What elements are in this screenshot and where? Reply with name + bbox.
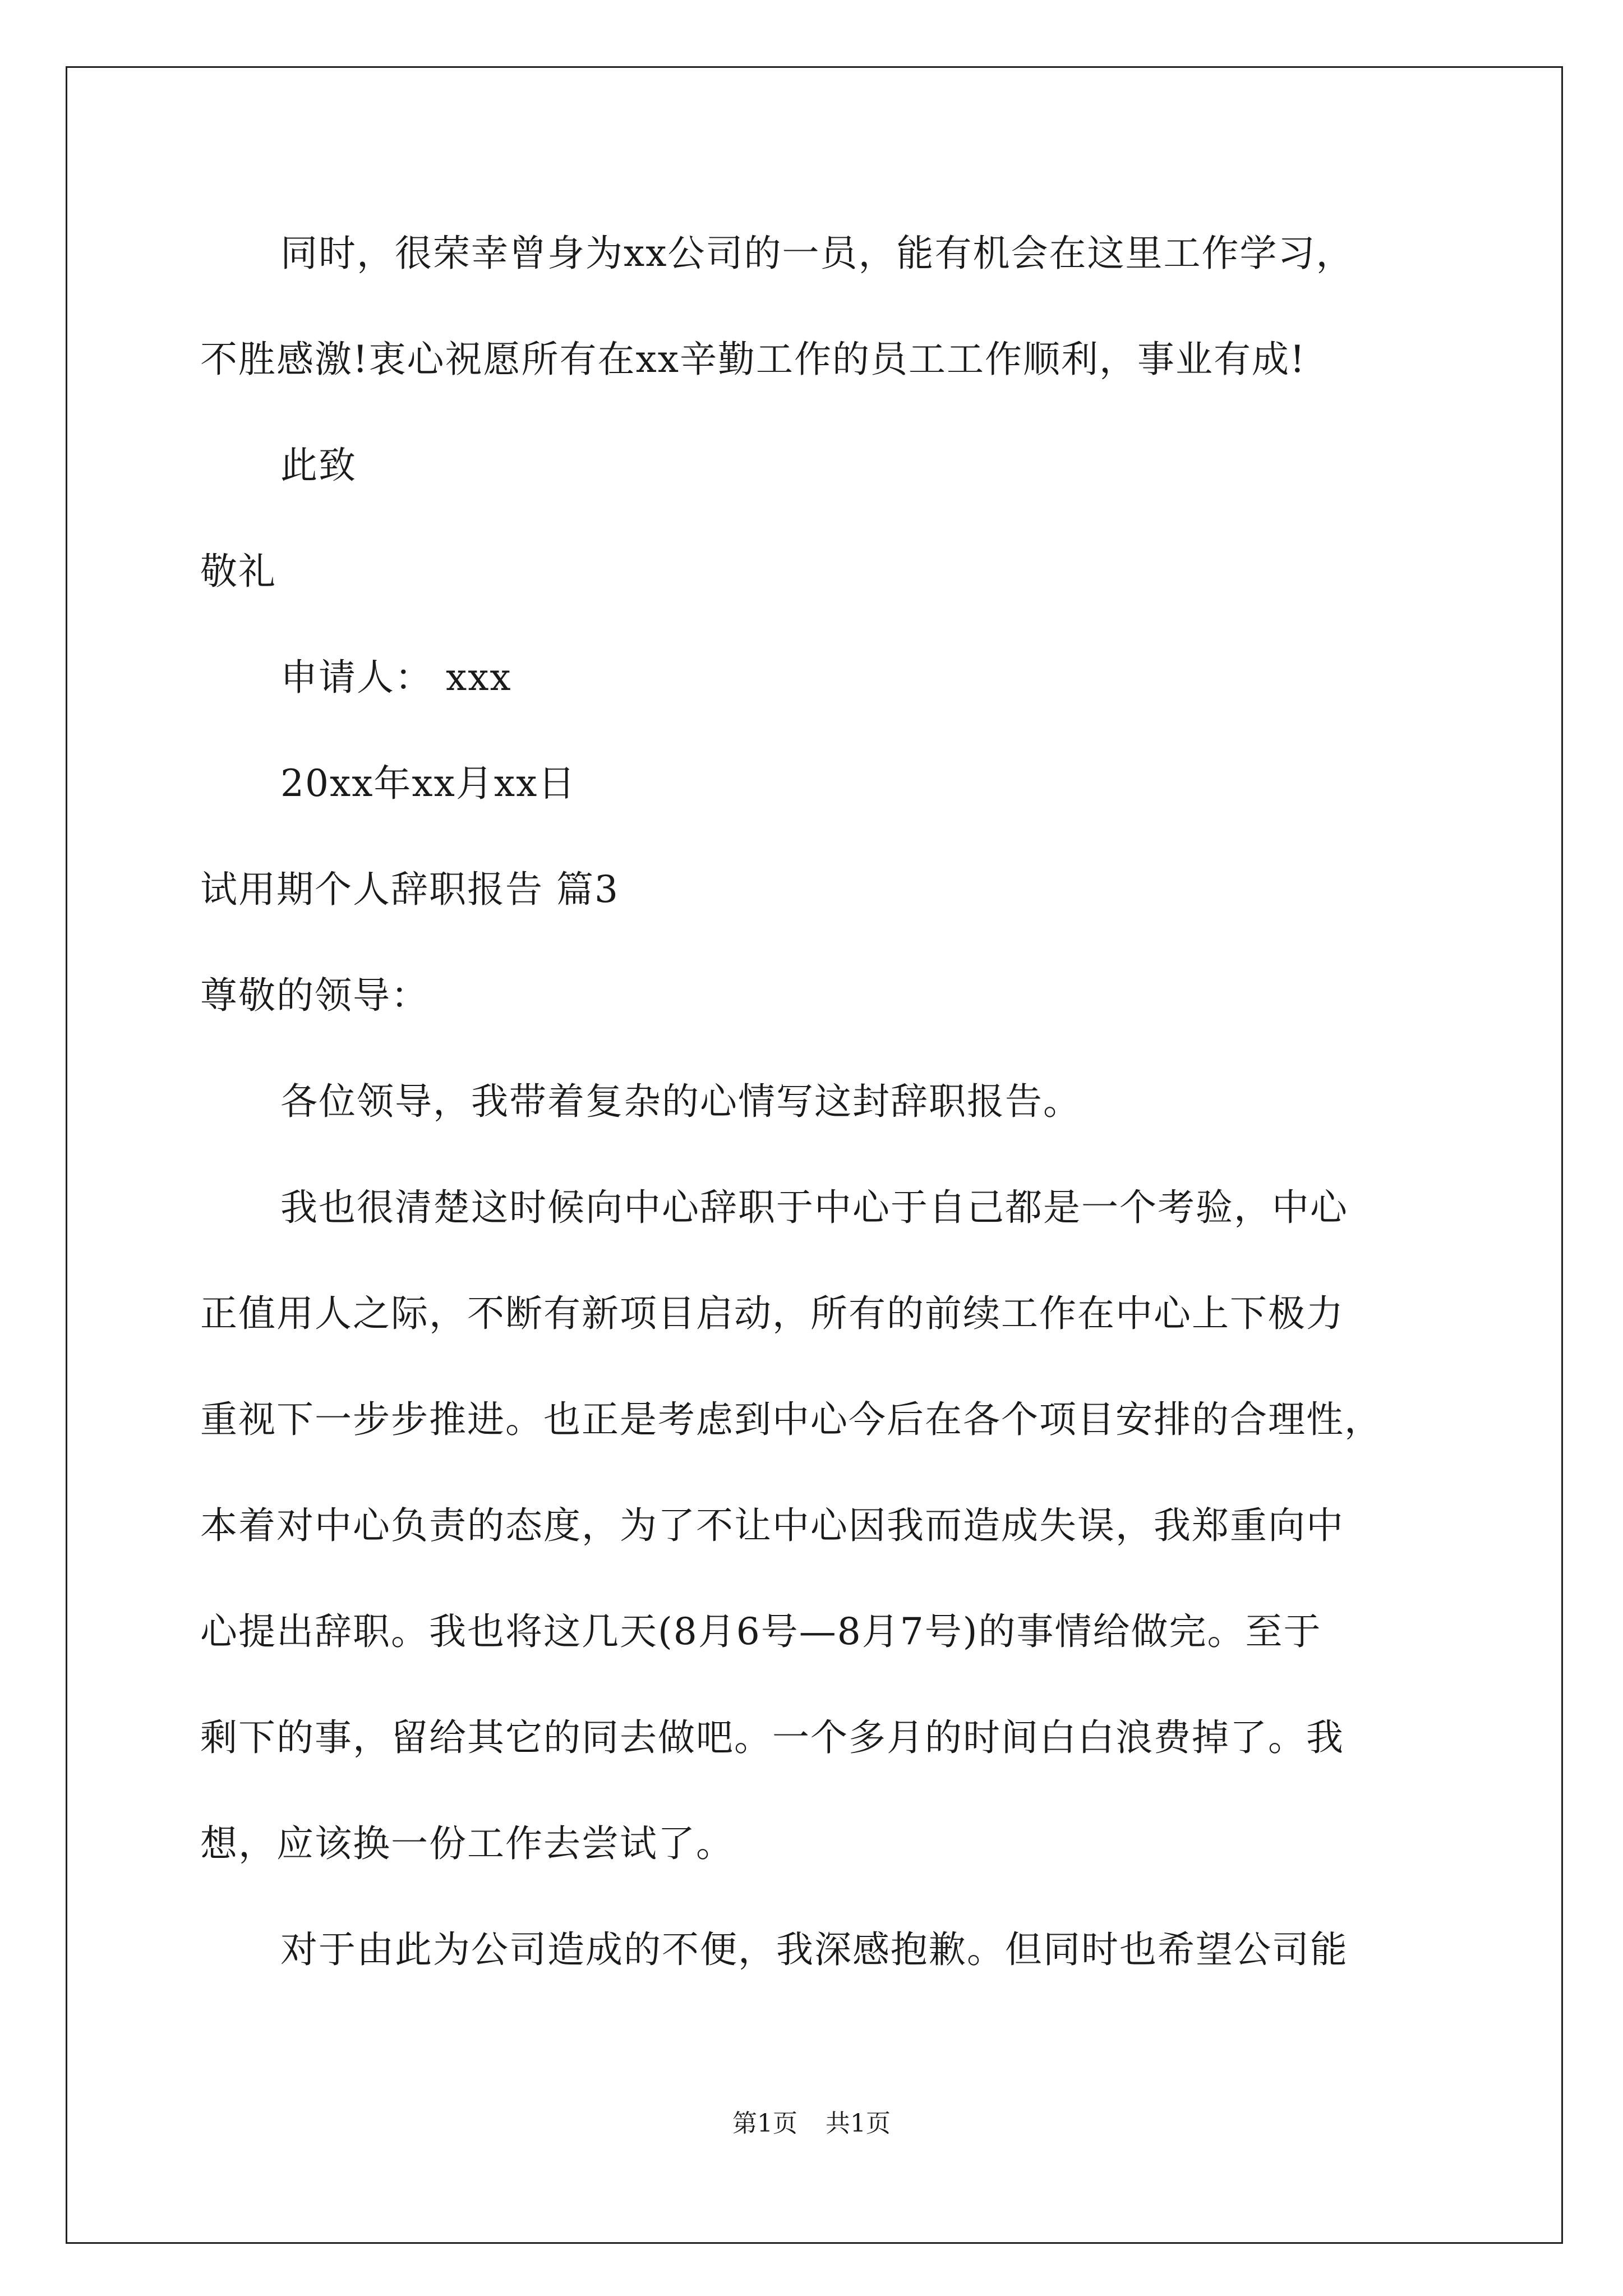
paragraph-line: 重视下一步步推进。也正是考虑到中心今后在各个项目安排的合理性， (200, 1398, 1382, 1441)
closing-regards: 敬礼 (200, 550, 276, 593)
paragraph-line: 同时，很荣幸曾身为xx公司的一员，能有机会在这里工作学习， (280, 232, 1354, 275)
paragraph-line: 正值用人之际，不断有新项目启动，所有的前续工作在中心上下极力 (200, 1292, 1344, 1335)
paragraph-line: 我也很清楚这时候向中心辞职于中心于自己都是一个考验，中心 (280, 1186, 1348, 1229)
greeting-line: 尊敬的领导： (200, 974, 429, 1017)
paragraph-line: 心提出辞职。我也将这几天(8月6号—8月7号)的事情给做完。至于 (200, 1610, 1322, 1653)
paragraph-line: 剩下的事，留给其它的同去做吧。一个多月的时间白白浪费掉了。我 (200, 1716, 1344, 1759)
paragraph-line: 本着对中心负责的态度，为了不让中心因我而造成失误，我郑重向中 (200, 1504, 1344, 1547)
page-border (66, 66, 1563, 2244)
paragraph-line: 不胜感激!衷心祝愿所有在xx辛勤工作的员工工作顺利，事业有成! (200, 338, 1306, 381)
page-number: 第1页 (732, 2109, 797, 2138)
section-heading: 试用期个人辞职报告 篇3 (200, 868, 619, 911)
page-total: 共1页 (826, 2109, 891, 2138)
paragraph-line: 想，应该换一份工作去尝试了。 (200, 1822, 734, 1865)
page-footer (0, 2108, 1623, 2139)
applicant-line: 申请人： xxx (280, 656, 512, 699)
date-line: 20xx年xx月xx日 (280, 762, 577, 805)
paragraph-line: 对于由此为公司造成的不便，我深感抱歉。但同时也希望公司能 (280, 1928, 1348, 1971)
paragraph-line: 各位领导，我带着复杂的心情写这封辞职报告。 (280, 1080, 1081, 1123)
closing-salutation: 此致 (280, 444, 357, 487)
